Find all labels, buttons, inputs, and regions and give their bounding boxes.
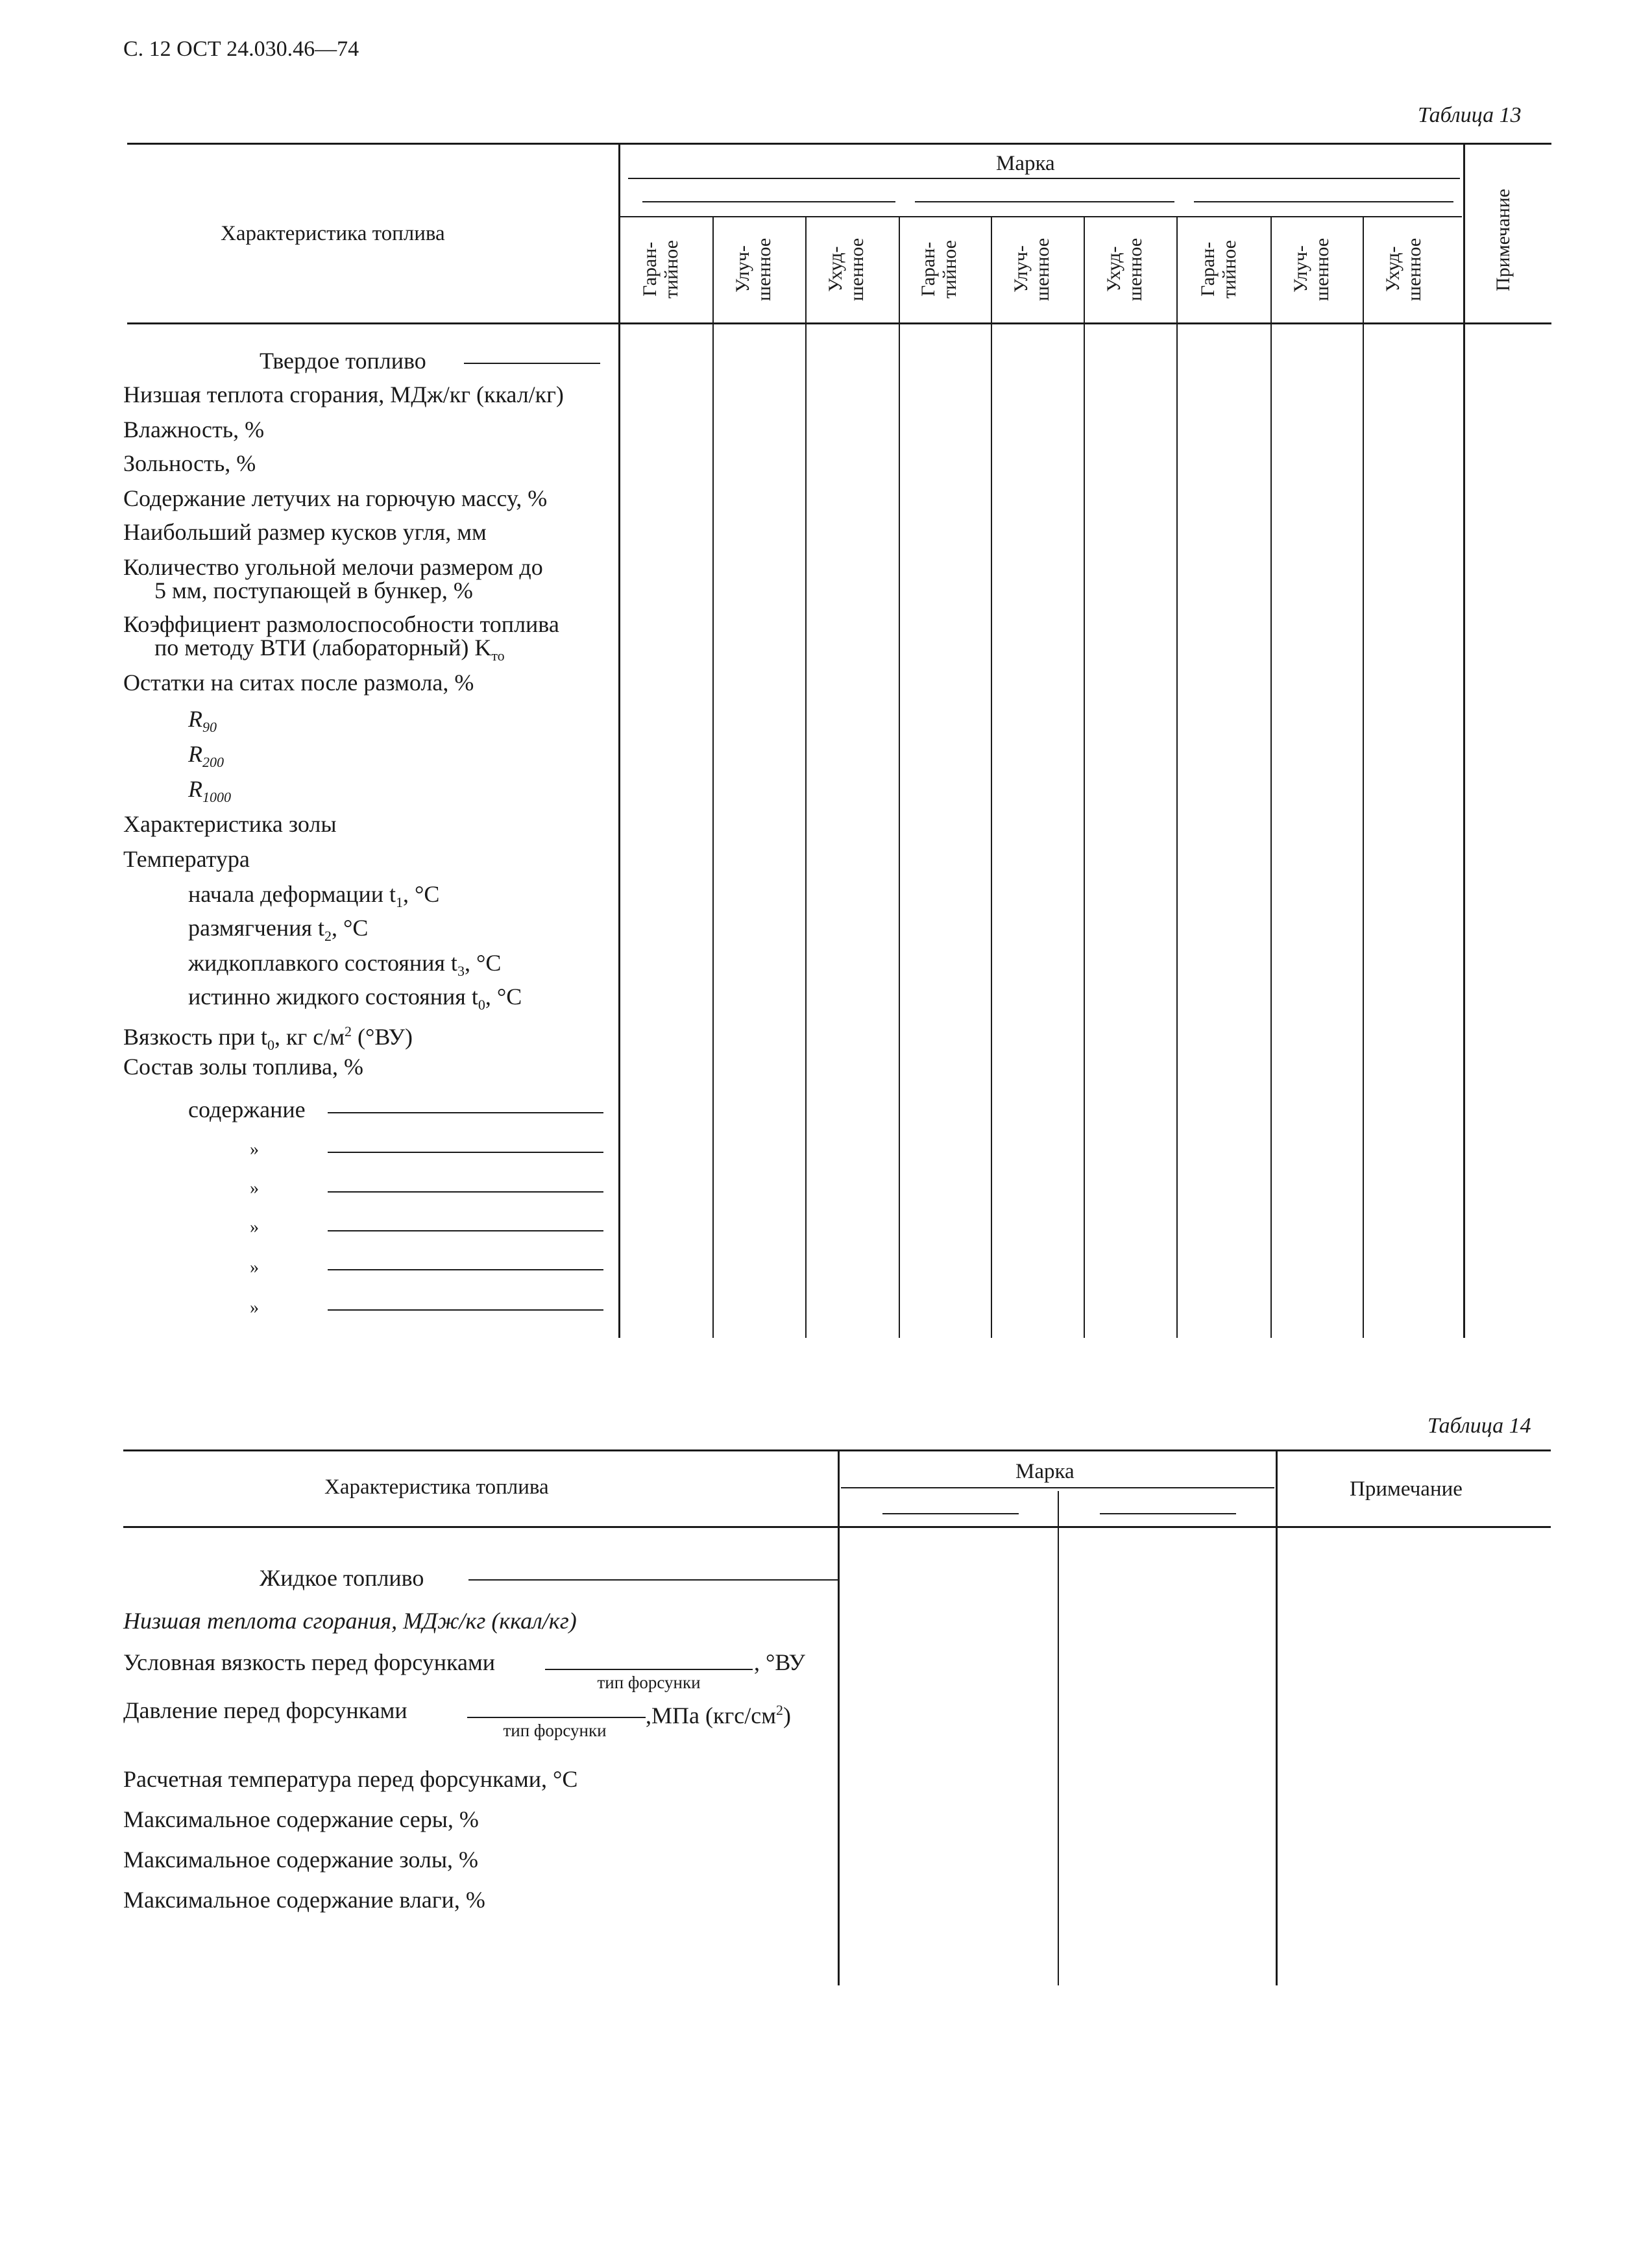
table13-char-header: Характеристика топлива bbox=[221, 222, 445, 245]
t13-col-note: Примечание bbox=[1492, 188, 1514, 292]
t13-row-liquid: истинно жидкого состояния $t_0$, °C bbox=[188, 984, 522, 1013]
t13-row-ditto-1: » bbox=[250, 1139, 259, 1159]
t13-row-deform: начала деформации $t_1$, °C bbox=[188, 881, 440, 911]
t13-row-residues: Остатки на ситах после размола, % bbox=[123, 670, 474, 696]
t13-row-ash-comp: Состав золы топлива, % bbox=[123, 1054, 363, 1080]
t13-row-ditto-3: » bbox=[250, 1217, 259, 1237]
t14-row-heat: Низшая теплота сгорания, МДж/кг (ккал/кг) bbox=[123, 1608, 577, 1634]
t13-col-5: Улуч- шенное bbox=[1010, 237, 1053, 301]
table14-note-header: Примечание bbox=[1350, 1477, 1463, 1501]
t13-row-ditto-4: » bbox=[250, 1257, 259, 1278]
table13-mark-header: Марка bbox=[996, 152, 1055, 175]
t13-row-r1000: $R_{1000}$ bbox=[188, 776, 231, 806]
t13-row-volatile: Содержание летучих на горючую массу, % bbox=[123, 485, 548, 511]
table14-caption: Таблица 14 bbox=[1427, 1414, 1531, 1438]
t13-row-content: содержание bbox=[188, 1097, 306, 1122]
t13-row-fines-b: 5 мм, поступающей в бункер, % bbox=[154, 577, 473, 603]
t13-row-grind-a: Коэффициент размолоспособности топлива bbox=[123, 611, 559, 637]
page-header: С. 12 ОСТ 24.030.46—74 bbox=[123, 37, 359, 61]
table13-caption: Таблица 13 bbox=[1418, 103, 1522, 127]
t13-row-temperature: Температура bbox=[123, 846, 250, 872]
t13-col-1: Гаран- тийное bbox=[639, 240, 682, 298]
t14-row-liquid: Жидкое топливо bbox=[260, 1565, 424, 1591]
t13-col-6: Ухуд- шенное bbox=[1103, 237, 1146, 301]
t13-row-fluid: жидкоплавкого состояния $t_3$, °C bbox=[188, 950, 502, 980]
t14-row-cond-visc-unit: , °ВУ bbox=[754, 1649, 805, 1675]
t13-row-ash: Зольность, % bbox=[123, 450, 256, 476]
table14-mark-header: Марка bbox=[1015, 1460, 1075, 1483]
t13-row-heat: Низшая теплота сгорания, МДж/кг (ккал/кг) bbox=[123, 382, 564, 407]
table14-char-header: Характеристика топлива bbox=[324, 1475, 549, 1499]
t13-col-3: Ухуд- шенное bbox=[825, 237, 868, 301]
t14-row-pressure-nozzle: тип форсунки bbox=[503, 1721, 607, 1740]
t14-row-moisture: Максимальное содержание влаги, % bbox=[123, 1887, 485, 1913]
t13-col-4: Гаран- тийное bbox=[917, 240, 960, 298]
t13-row-grind-b: по методу ВТИ (лабораторный) $K_{то}$ bbox=[154, 635, 505, 664]
t13-row-viscosity: Вязкость при $t_0$, кг $с/м^2$ (°ВУ) bbox=[123, 1023, 413, 1054]
t14-row-ash: Максимальное содержание золы, % bbox=[123, 1847, 478, 1873]
t13-col-2: Улуч- шенное bbox=[732, 237, 775, 301]
t14-row-cond-visc-nozzle: тип форсунки bbox=[597, 1673, 701, 1692]
t13-col-7: Гаран- тийное bbox=[1197, 240, 1240, 298]
t13-col-9: Ухуд- шенное bbox=[1382, 237, 1425, 301]
t13-row-soften: размягчения $t_2$, °C bbox=[188, 915, 369, 945]
t14-row-sulfur: Максимальное содержание серы, % bbox=[123, 1806, 479, 1832]
t13-row-solid-fuel: Твердое топливо bbox=[260, 348, 426, 374]
t13-row-moisture: Влажность, % bbox=[123, 417, 265, 443]
t14-row-pressure-unit: ,МПа $(кгс/см^2)$ bbox=[646, 1702, 791, 1728]
t14-row-pressure: Давление перед форсунками bbox=[123, 1697, 407, 1723]
t14-row-calc-temp: Расчетная температура перед форсунками, °C bbox=[123, 1766, 578, 1792]
t13-row-ash-char: Характеристика золы bbox=[123, 811, 337, 837]
t13-row-max-size: Наибольший размер кусков угля, мм bbox=[123, 519, 487, 545]
t13-row-ditto-5: » bbox=[250, 1298, 259, 1318]
t13-row-fines-a: Количество угольной мелочи размером до bbox=[123, 554, 543, 580]
t13-row-ditto-2: » bbox=[250, 1178, 259, 1198]
t14-row-cond-visc: Условная вязкость перед форсунками bbox=[123, 1649, 496, 1675]
t13-row-r90: $R_{90}$ bbox=[188, 706, 217, 736]
t13-col-8: Улуч- шенное bbox=[1290, 237, 1333, 301]
t13-row-r200: $R_{200}$ bbox=[188, 741, 224, 771]
